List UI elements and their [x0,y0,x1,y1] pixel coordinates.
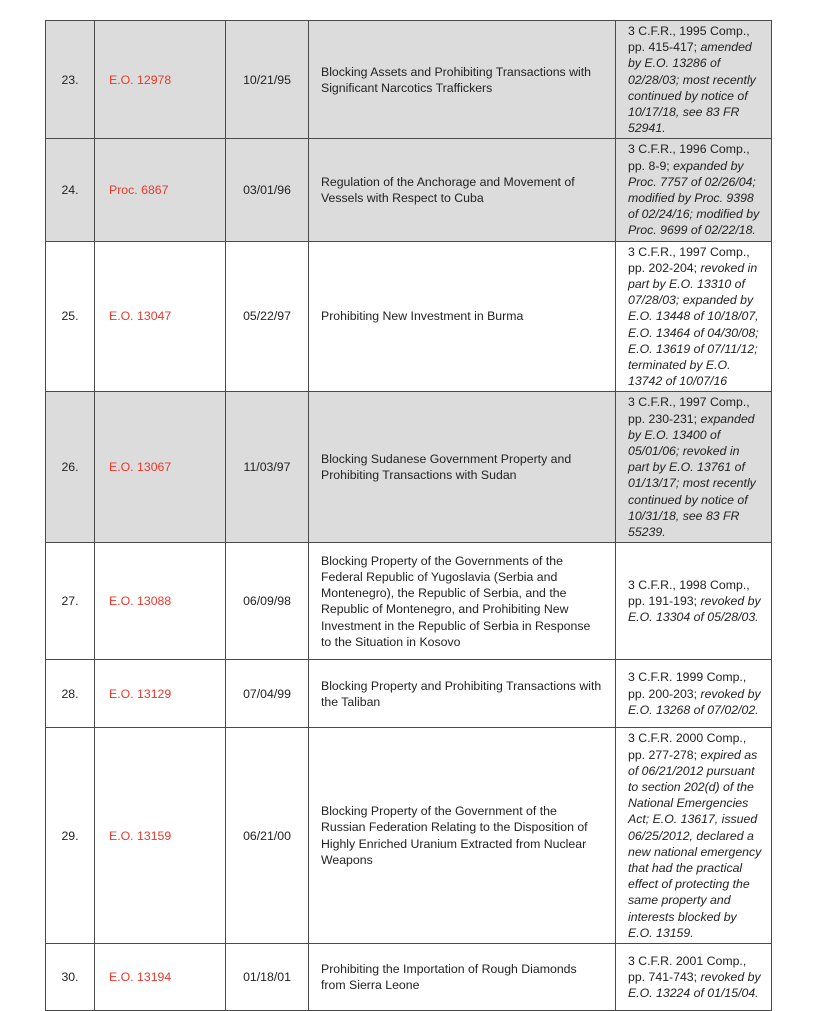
citation-italic: expanded by Proc. 7757 of 02/26/04; modified by Proc. 9398 of 02/24/16; modified by Proc. 9699 of 02/22/18. [628,158,760,238]
citation-plain: 3 C.F.R. 1999 Comp., pp. 200-203; [628,670,747,701]
order-date: 11/03/97 [226,392,309,543]
citation-italic: revoked by E.O. 13224 of 01/15/04. [628,969,761,1001]
order-date: 07/04/99 [226,660,309,728]
order-date: 06/09/98 [226,543,309,660]
citation-plain: 3 C.F.R., 1997 Comp., pp. 230-231; [628,395,750,426]
order-date: 03/01/96 [226,139,309,241]
order-citation [616,21,772,139]
order-citation [616,728,772,944]
citation-italic: amended by E.O. 13286 of 02/28/03; most recently continued by notice of 10/17/18, see 83 FR 52941. [628,40,756,136]
order-citation [616,660,772,728]
executive-orders-table [45,20,772,1011]
row-number: 24. [46,139,95,241]
order-id: E.O. 13129 [95,660,226,728]
citation-plain: 3 C.F.R., 1998 Comp., pp. 191-193; [628,577,750,609]
table-row [46,139,772,241]
citation-plain: 3 C.F.R., 1997 Comp., pp. 202-204; [628,244,750,275]
citation-plain: 3 C.F.R. 2001 Comp., pp. 741-743; [628,953,747,984]
order-title: Blocking Sudanese Government Property and Prohibiting Transactions with Sudan [309,392,616,543]
row-number: 26. [46,392,95,543]
table-row [46,241,772,392]
table-row [46,392,772,543]
table-row [46,943,772,1010]
row-number: 25. [46,241,95,392]
order-title: Prohibiting New Investment in Burma [309,241,616,392]
order-id: E.O. 12978 [95,21,226,139]
row-number: 23. [46,21,95,139]
order-id: E.O. 13088 [95,543,226,660]
citation-italic: expired as of 06/21/2012 pursuant to section 202(d) of the National Emergencies Act; E.O. 13617, issued 06/25/2012, declared a new national emergency that had the practical effect of protecting the same property and interests blocked by E.O. 13159. [628,747,762,940]
row-number: 30. [46,943,95,1010]
citation-plain: 3 C.F.R. 2000 Comp., pp. 277-278; [628,731,747,762]
order-id: E.O. 13194 [95,943,226,1010]
order-date: 10/21/95 [226,21,309,139]
order-title: Blocking Property of the Governments of the Federal Republic of Yugoslavia (Serbia and Montenegro), the Republic of Serbia, and the Republic of Montenegro, and Prohibiting New Investment in the Republic of Serbia in Response to the Situation in Kosovo [309,543,616,660]
order-id: E.O. 13047 [95,241,226,392]
citation-plain: 3 C.F.R., 1995 Comp., pp. 415-417; [628,24,750,55]
citation-plain: 3 C.F.R., 1996 Comp., pp. 8-9; [628,142,750,173]
order-date: 05/22/97 [226,241,309,392]
citation-italic: revoked by E.O. 13304 of 05/28/03. [628,594,761,625]
order-citation [616,392,772,543]
table-row [46,543,772,660]
order-id: E.O. 13159 [95,728,226,944]
order-citation [616,943,772,1010]
order-citation [616,241,772,392]
row-number: 27. [46,543,95,660]
order-date: 06/21/00 [226,728,309,944]
table-body [46,21,772,1011]
order-citation [616,543,772,660]
row-number: 29. [46,728,95,944]
order-citation [616,139,772,241]
order-title: Prohibiting the Importation of Rough Diamonds from Sierra Leone [309,943,616,1010]
table-row [46,728,772,944]
row-number: 28. [46,660,95,728]
table-row [46,21,772,139]
table-row [46,660,772,728]
order-id: E.O. 13067 [95,392,226,543]
order-title: Regulation of the Anchorage and Movement of Vessels with Respect to Cuba [309,139,616,241]
citation-italic: expanded by E.O. 13400 of 05/01/06; revoked in part by E.O. 13761 of 01/13/17; most recently continued by notice of 10/31/18, see 83 FR 55239. [628,411,756,540]
citation-italic: revoked in part by E.O. 13310 of 07/28/03; expanded by E.O. 13448 of 10/18/07, E.O. 13464 of 04/30/08; E.O. 13619 of 07/11/12; terminated by E.O. 13742 of 10/07/16 [628,260,759,389]
citation-italic: revoked by E.O. 13268 of 07/02/02. [628,686,761,717]
order-title: Blocking Property and Prohibiting Transactions with the Taliban [309,660,616,728]
order-title: Blocking Assets and Prohibiting Transactions with Significant Narcotics Traffickers [309,21,616,139]
order-id: Proc. 6867 [95,139,226,241]
order-date: 01/18/01 [226,943,309,1010]
order-title: Blocking Property of the Government of the Russian Federation Relating to the Disposition of Highly Enriched Uranium Extracted from Nuclear Weapons [309,728,616,944]
